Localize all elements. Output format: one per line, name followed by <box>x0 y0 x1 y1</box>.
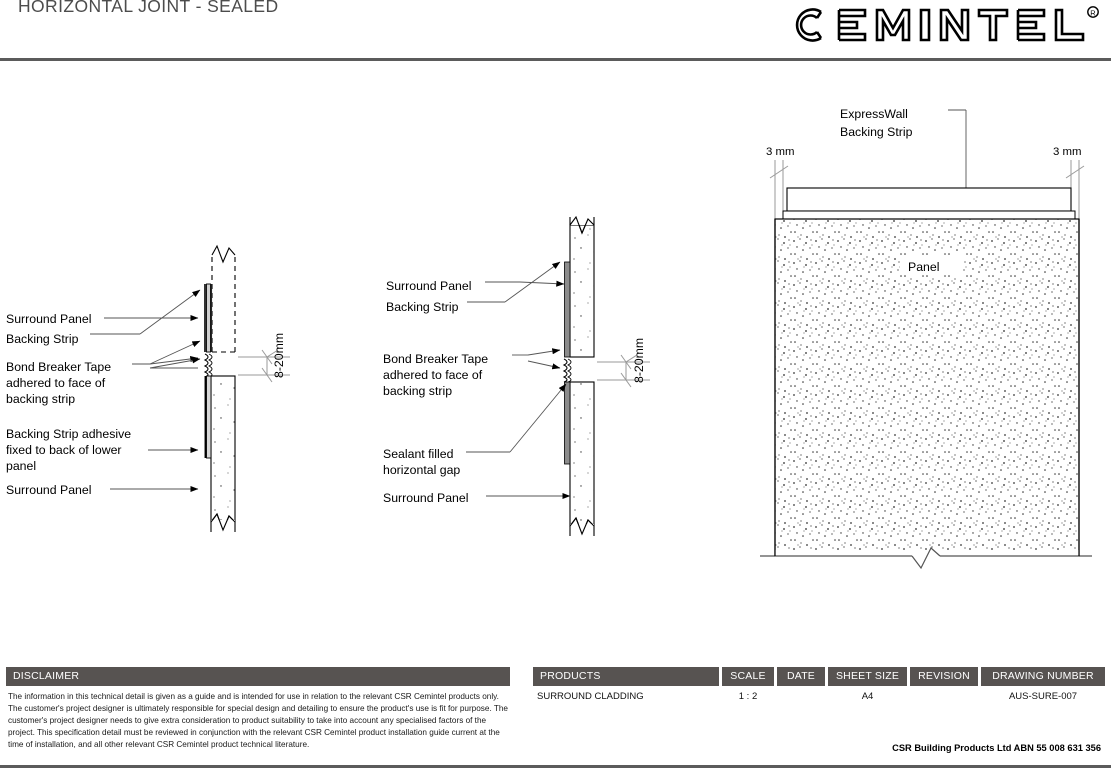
label-adhesive-l2-left: fixed to back of lower <box>6 443 122 457</box>
disclaimer-text: The information in this technical detail is given as a guide and is intended for use in relation to the relevant CSR Cemintel products only. The customer's project designer is ultimately responsible for special design and detailing to ensure the product's use is fit for purpose. The customer's project designer needs to give extra consideration to product suitability to take into account any specialised factors of the project. This specification detail must be reviewed in conjunction with the relevant CSR Cemintel product installation guide current at the time of installation, and all other relevant CSR Cemintel product technical literature. <box>8 692 508 749</box>
scale-value: 1 : 2 <box>738 691 758 702</box>
label-surround-panel-top-left: Surround Panel <box>6 312 92 326</box>
svg-text:R: R <box>1090 8 1096 18</box>
label-bond-breaker-l3-left: backing strip <box>6 392 76 406</box>
products-header: PRODUCTS <box>533 667 719 686</box>
page-title: HORIZONTAL JOINT - SEALED <box>18 0 279 16</box>
detail-middle <box>383 212 650 536</box>
drawing-number-header: DRAWING NUMBER <box>981 667 1105 686</box>
company-abn: CSR Building Products Ltd ABN 55 008 631 356 <box>892 743 1101 753</box>
products-value: SURROUND CLADDING <box>537 691 644 702</box>
label-bond-breaker-l3-middle: backing strip <box>383 384 453 398</box>
label-surround-panel-bottom-middle: Surround Panel <box>383 491 469 505</box>
label-surround-panel-top-middle: Surround Panel <box>386 279 472 293</box>
dimension-label-left: 8-20mm <box>272 332 286 378</box>
sheet-size-header: SHEET SIZE <box>828 667 907 686</box>
label-surround-panel-bottom-left: Surround Panel <box>6 483 92 497</box>
label-expresswall-l1: ExpressWall <box>840 107 908 121</box>
label-backing-strip-left: Backing Strip <box>6 332 79 346</box>
label-adhesive-l1-left: Backing Strip adhesive <box>6 427 132 441</box>
label-expresswall-l2: Backing Strip <box>840 125 913 139</box>
label-sealant-l2-middle: horizontal gap <box>383 463 461 477</box>
scale-header: SCALE <box>722 667 774 686</box>
label-adhesive-l3-left: panel <box>6 459 37 473</box>
label-panel: Panel <box>908 260 940 274</box>
title-block <box>0 665 1111 768</box>
registered-trademark-icon <box>1088 7 1098 18</box>
label-bond-breaker-l2-middle: adhered to face of <box>383 368 483 382</box>
detail-right <box>760 107 1092 568</box>
drawing-canvas <box>0 62 1111 662</box>
detail-left <box>6 246 290 532</box>
drawing-number-value: AUS-SURE-007 <box>1008 691 1078 702</box>
page-header <box>0 0 1111 62</box>
label-sealant-l1-middle: Sealant filled <box>383 447 454 461</box>
dimension-label-middle: 8-20mm <box>632 337 646 383</box>
dimension-label-3mm-right: 3 mm <box>1053 146 1082 158</box>
cemintel-logo <box>785 2 1105 48</box>
label-backing-strip-middle: Backing Strip <box>386 300 459 314</box>
disclaimer-header: DISCLAIMER <box>6 667 510 686</box>
label-bond-breaker-l1-middle: Bond Breaker Tape <box>383 352 489 366</box>
dimension-label-3mm-left: 3 mm <box>766 146 795 158</box>
label-bond-breaker-l1-left: Bond Breaker Tape <box>6 360 112 374</box>
revision-header: REVISION <box>910 667 978 686</box>
sheet-size-value: A4 <box>861 691 874 702</box>
label-bond-breaker-l2-left: adhered to face of <box>6 376 106 390</box>
date-header: DATE <box>777 667 825 686</box>
header-divider <box>0 58 1111 61</box>
